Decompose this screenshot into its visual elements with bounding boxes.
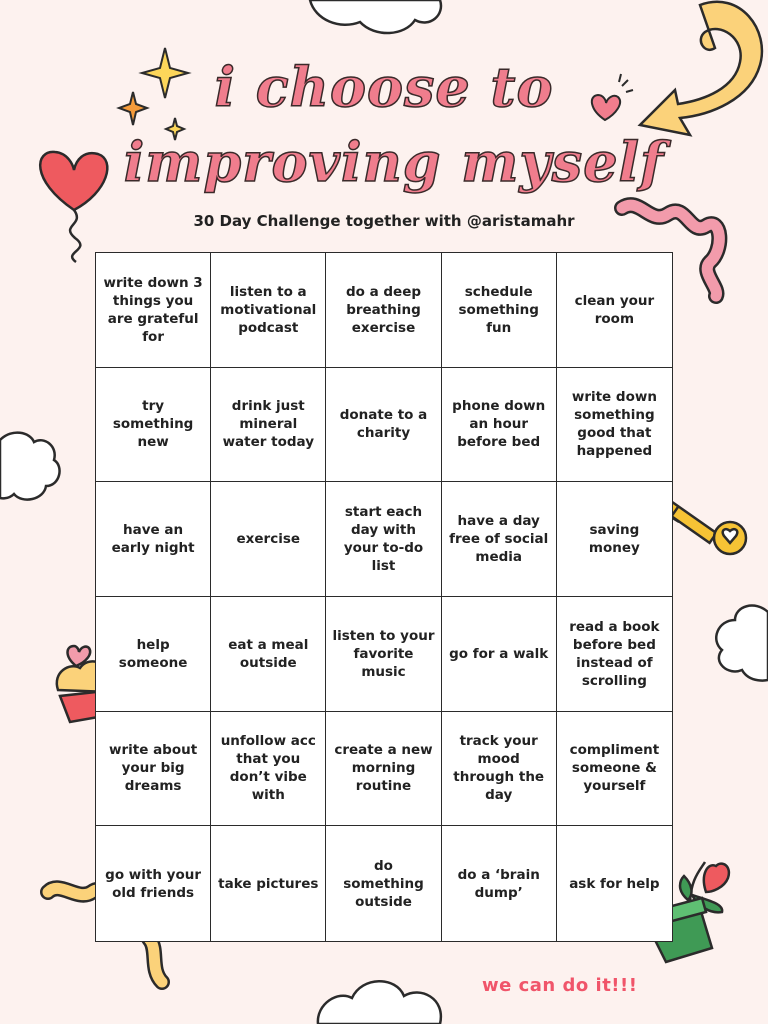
challenge-cell: listen to your favorite music — [326, 597, 441, 712]
challenge-cell: go with your old friends — [96, 826, 211, 941]
challenge-cell: start each day with your to-do list — [326, 482, 441, 597]
cloud-icon — [0, 433, 60, 500]
challenge-cell: phone down an hour before bed — [442, 368, 557, 483]
challenge-cell: take pictures — [211, 826, 326, 941]
challenge-cell: do something outside — [326, 826, 441, 941]
challenge-cell: read a book before bed instead of scrolling — [557, 597, 672, 712]
challenge-cell: saving money — [557, 482, 672, 597]
challenge-cell: drink just mineral water today — [211, 368, 326, 483]
challenge-cell: compliment someone & yourself — [557, 712, 672, 827]
cloud-icon — [318, 981, 441, 1024]
challenge-cell: go for a walk — [442, 597, 557, 712]
footer-slogan: we can do it!!! — [482, 975, 638, 996]
challenge-cell: help someone — [96, 597, 211, 712]
challenge-cell: create a new morning routine — [326, 712, 441, 827]
subtitle: 30 Day Challenge together with @aristamahr — [193, 212, 575, 230]
challenge-cell: try something new — [96, 368, 211, 483]
challenge-cell: do a ‘brain dump’ — [442, 826, 557, 941]
challenge-cell: have a day free of social media — [442, 482, 557, 597]
challenge-cell: have an early night — [96, 482, 211, 597]
challenge-grid — [95, 252, 673, 942]
challenge-cell: schedule something fun — [442, 253, 557, 368]
challenge-cell: unfollow acc that you don’t vibe with — [211, 712, 326, 827]
challenge-cell: donate to a charity — [326, 368, 441, 483]
challenge-cell: write about your big dreams — [96, 712, 211, 827]
challenge-cell: track your mood through the day — [442, 712, 557, 827]
page-title-line-2: improving myself — [123, 130, 665, 194]
challenge-cell: exercise — [211, 482, 326, 597]
challenge-cell: write down something good that happened — [557, 368, 672, 483]
challenge-cell: listen to a motivational podcast — [211, 253, 326, 368]
cloud-icon — [310, 0, 441, 33]
challenge-cell: write down 3 things you are grateful for — [96, 253, 211, 368]
challenge-cell: do a deep breathing exercise — [326, 253, 441, 368]
challenge-cell: eat a meal outside — [211, 597, 326, 712]
page-title-line-1: i choose to — [214, 55, 554, 119]
cloud-icon — [716, 606, 768, 681]
challenge-cell: ask for help — [569, 875, 660, 892]
challenge-cell: clean your room — [557, 253, 672, 368]
